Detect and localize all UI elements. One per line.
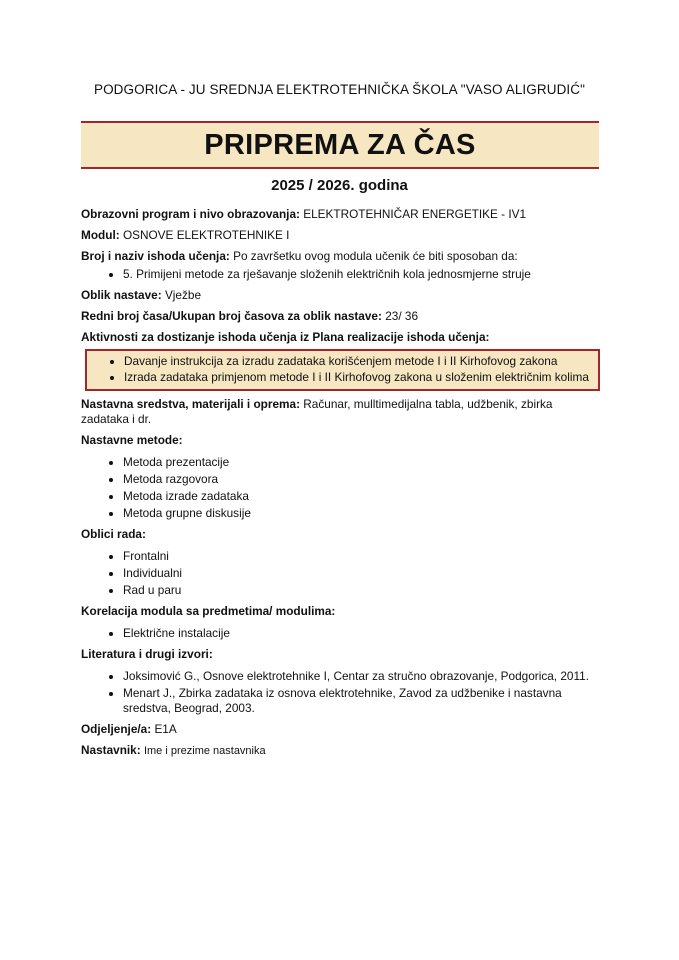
list-item: • Frontalni bbox=[123, 549, 591, 564]
class-label: Odjeljenje/a: bbox=[81, 722, 152, 736]
teacher-label: Nastavnik: bbox=[81, 743, 141, 757]
module-value: OSNOVE ELEKTROTEHNIKE I bbox=[122, 228, 290, 242]
correlation-row bbox=[81, 604, 591, 619]
outcome-label: Broj i naziv ishoda učenja: bbox=[81, 249, 230, 263]
resources-value: Računar, mulltimedijalna tabla, udžbenik, zbirka zadataka i dr. bbox=[81, 397, 553, 426]
methods-label: Nastavne metode: bbox=[81, 433, 183, 447]
lesson-number-value: 23/ 36 bbox=[385, 309, 419, 323]
work-forms-list bbox=[81, 549, 591, 598]
teacher-row bbox=[81, 743, 591, 759]
outcome-row bbox=[81, 249, 591, 264]
activities-row bbox=[81, 330, 591, 345]
work-forms-row bbox=[81, 527, 591, 542]
module-label: Modul: bbox=[81, 228, 120, 242]
activities-label: Aktivnosti za dostizanje ishoda učenja iz Plana realizacije ishoda učenja: bbox=[81, 330, 490, 344]
program-label: Obrazovni program i nivo obrazovanja: bbox=[81, 207, 300, 221]
outcome-list bbox=[81, 267, 591, 282]
teacher-value: Ime i prezime nastavnika bbox=[143, 745, 266, 757]
title-banner bbox=[81, 121, 599, 169]
class-value: E1A bbox=[154, 722, 177, 736]
list-item: • Električne instalacije bbox=[123, 626, 591, 641]
form-label: Oblik nastave: bbox=[81, 288, 162, 302]
resources-row bbox=[81, 397, 591, 427]
list-item: • Rad u paru bbox=[123, 583, 591, 598]
lesson-details bbox=[81, 207, 591, 765]
list-item: • Menart J., Zbirka zadataka iz osnova elektrotehnike, Zavod za udžbenike i nastavna sredstva, Beograd, 2003. bbox=[123, 686, 591, 716]
correlation-label: Korelacija modula sa predmetima/ modulima: bbox=[81, 604, 336, 618]
program-row bbox=[81, 207, 591, 222]
activities-list bbox=[87, 354, 598, 385]
form-row bbox=[81, 288, 591, 303]
class-row bbox=[81, 722, 591, 737]
literature-list bbox=[81, 669, 591, 716]
list-item: • Izrada zadataka primjenom metode I i II Kirhofovog zakona u složenim električnim kolima bbox=[124, 370, 598, 385]
school-name: PODGORICA - JU SREDNJA ELEKTROTEHNIČKA ŠKOLA "VASO ALIGRUDIĆ" bbox=[93, 82, 586, 97]
program-value: ELEKTROTEHNIČAR ENERGETIKE - IV1 bbox=[303, 207, 527, 221]
form-value: Vježbe bbox=[164, 288, 202, 302]
correlation-list bbox=[81, 626, 591, 641]
list-item: • Joksimović G., Osnove elektrotehnike I, Centar za stručno obrazovanje, Podgorica, 2011. bbox=[123, 669, 591, 684]
lesson-number-label: Redni broj časa/Ukupan broj časova za oblik nastave: bbox=[81, 309, 382, 323]
list-item: • 5. Primijeni metode za rješavanje složenih električnih kola jednosmjerne struje bbox=[123, 267, 591, 282]
page-title: PRIPREMA ZA ČAS bbox=[204, 128, 476, 161]
literature-label: Literatura i drugi izvori: bbox=[81, 647, 213, 661]
outcome-value: Po završetku ovog modula učenik će biti sposoban da: bbox=[233, 249, 518, 263]
module-row bbox=[81, 228, 591, 243]
school-year: 2025 / 2026. godina bbox=[271, 177, 408, 194]
lesson-number-row bbox=[81, 309, 591, 324]
list-item: • Individualni bbox=[123, 566, 591, 581]
list-item: • Davanje instrukcija za izradu zadataka korišćenjem metode I i II Kirhofovog zakona bbox=[124, 354, 598, 369]
activities-box bbox=[85, 349, 600, 391]
resources-label: Nastavna sredstva, materijali i oprema: bbox=[81, 397, 300, 411]
list-item: • Metoda razgovora bbox=[123, 472, 591, 487]
work-forms-label: Oblici rada: bbox=[81, 527, 146, 541]
literature-row bbox=[81, 647, 591, 662]
list-item: • Metoda izrade zadataka bbox=[123, 489, 591, 504]
list-item: • Metoda grupne diskusije bbox=[123, 506, 591, 521]
methods-list bbox=[81, 455, 591, 521]
methods-row bbox=[81, 433, 591, 448]
list-item: • Metoda prezentacije bbox=[123, 455, 591, 470]
